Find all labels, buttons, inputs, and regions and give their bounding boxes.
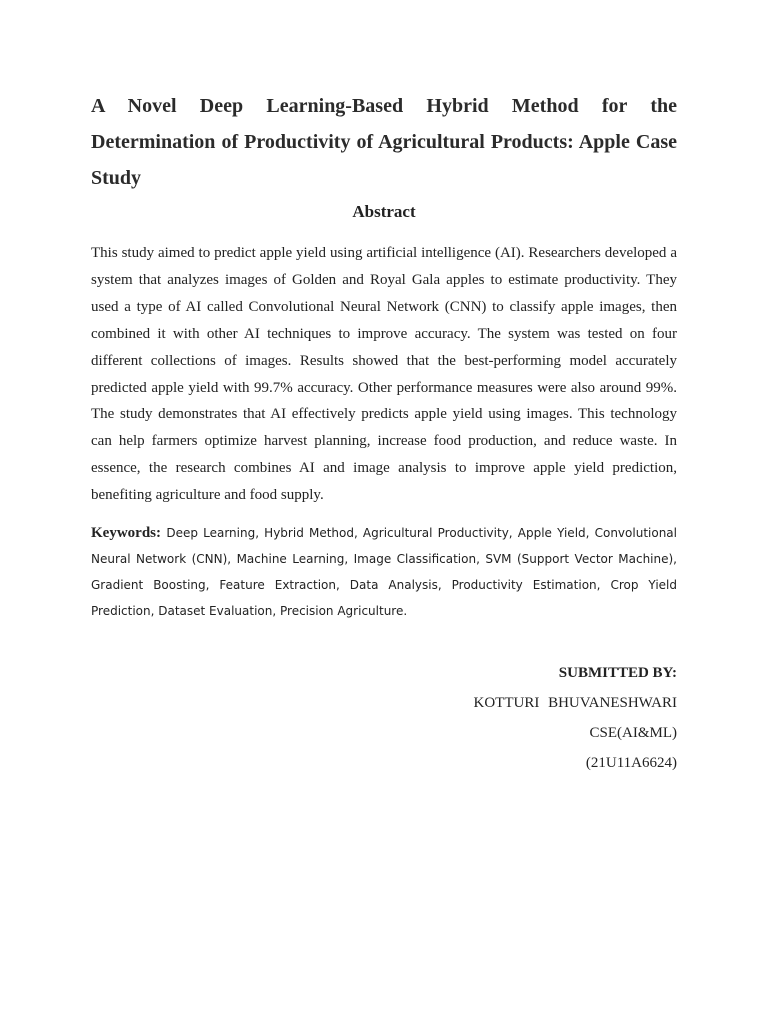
paper-title: A Novel Deep Learning-Based Hybrid Method for the Determination of Productivity of Agricultural Products: Apple Case Study bbox=[91, 95, 677, 189]
keywords-label: Keywords: bbox=[91, 525, 161, 542]
keywords-paragraph bbox=[91, 520, 677, 624]
abstract-body: This study aimed to predict apple yield using artificial intelligence (AI). Researchers developed a system that analyzes images of Golden and Royal Gala apples to estimate productivity. They used a type of AI called Convolutional Neural Network (CNN) to classify apple images, then combined it with other AI techniques to improve accuracy. The system was tested on four different collections of images. Results showed that the best-performing model accurately predicted apple yield with 99.7% accuracy. Other performance measures were also around 99%. The study demonstrates that AI effectively predicts apple yield using images. This technology can help farmers optimize harvest planning, increase food production, and reduce waste. In essence, the research combines AI and image analysis to improve apple yield prediction, benefiting agriculture and food supply. bbox=[91, 245, 677, 504]
author-department: CSE(AI&ML) bbox=[589, 725, 677, 741]
submitted-by-label: SUBMITTED BY: bbox=[558, 665, 677, 681]
author-roll-number: (21U11A6624) bbox=[585, 755, 677, 771]
abstract-heading: Abstract bbox=[352, 202, 416, 221]
author-name: KOTTURI BHUVANESHWARI bbox=[473, 695, 677, 711]
submission-block bbox=[474, 658, 677, 778]
document-page bbox=[91, 88, 677, 624]
keywords-list: Deep Learning, Hybrid Method, Agricultural Productivity, Apple Yield, Convolutional Neural Network (CNN), Machine Learning, Image Classification, SVM (Support Vector Machine), Gradient Boosting, Feature Extraction, Data Analysis, Productivity Estimation, Crop Yield Prediction, Dataset Evaluation, Precision Agriculture. bbox=[91, 526, 677, 619]
